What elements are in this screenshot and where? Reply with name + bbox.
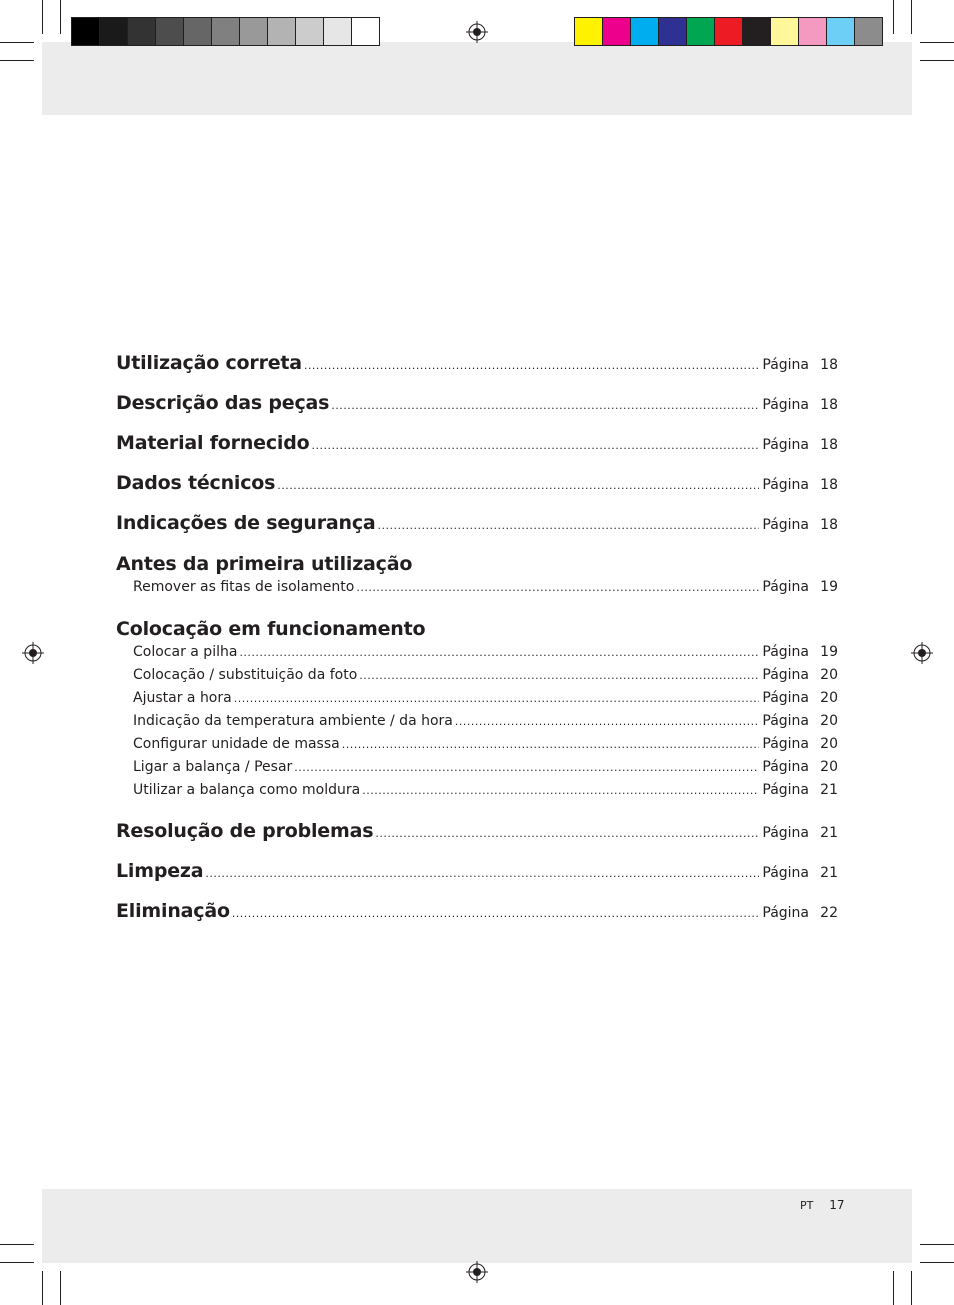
dot-leader [304,359,759,372]
header-band [42,42,912,115]
toc-subentry-title: Remover as fitas de isolamento [133,579,355,595]
toc-page-ref: Página 21 [762,825,838,841]
dot-leader [455,711,760,733]
color-swatch [323,17,351,46]
dot-leader [375,827,759,840]
dot-leader [378,519,760,532]
footer-band [42,1189,912,1263]
toc-page-ref: Página 21 [762,865,838,881]
crop-mark [893,0,894,34]
page-number: 17 [829,1198,845,1212]
registration-mark-icon [22,642,44,664]
dot-leader [294,757,759,779]
registration-mark-icon [466,1261,488,1283]
toc-entry-title: Descrição das peças [116,392,330,414]
toc-entry[interactable] [116,900,838,922]
toc-entry[interactable] [116,472,838,494]
toc-subentry-title: Colocação / substituição da foto [133,667,358,683]
language-code: PT [800,1199,814,1212]
crop-mark [920,1262,954,1263]
toc-section [116,617,838,802]
crop-mark [60,1271,61,1305]
color-swatch [630,17,658,46]
toc-entry-title: Dados técnicos [116,472,276,494]
color-swatch [99,17,127,46]
toc-page-ref: Página 18 [762,357,838,373]
toc-subentry[interactable] [116,756,838,779]
toc-subentry-title: Ajustar a hora [133,690,232,706]
toc-page-ref: Página 20 [762,713,838,729]
color-swatch [574,17,602,46]
color-swatch [798,17,826,46]
toc-subentry-title: Ligar a balança / Pesar [133,759,293,775]
crop-mark [920,42,954,43]
dot-leader [362,780,759,802]
crop-mark [42,1271,43,1305]
toc-page-ref: Página 19 [762,644,838,660]
toc-subentry[interactable] [116,687,838,710]
color-swatch [826,17,854,46]
toc-subentry[interactable] [116,733,838,756]
color-swatch [295,17,323,46]
toc-page-ref: Página 20 [762,736,838,752]
toc-page-ref: Página 18 [762,477,838,493]
dot-leader [342,734,760,756]
crop-mark [0,1244,34,1245]
registration-mark-icon [911,642,933,664]
toc-entry-title: Material fornecido [116,432,310,454]
crop-mark [911,0,912,34]
registration-mark-icon [466,21,488,43]
toc-page-ref: Página 18 [762,397,838,413]
table-of-contents [116,352,838,940]
dot-leader [359,665,759,687]
toc-page-ref: Página 20 [762,690,838,706]
crop-mark [920,60,954,61]
crop-mark [911,1271,912,1305]
dot-leader [356,577,759,599]
color-swatch [714,17,742,46]
toc-subentry-title: Utilizar a balança como moldura [133,782,361,798]
toc-entry-title: Limpeza [116,860,204,882]
dot-leader [311,439,759,452]
color-swatch [742,17,770,46]
color-swatch [267,17,295,46]
toc-entry[interactable] [116,820,838,842]
crop-mark [60,0,61,34]
toc-page-ref: Página 18 [762,437,838,453]
toc-subentry[interactable] [116,710,838,733]
toc-entry-title: Indicações de segurança [116,512,376,534]
toc-page-ref: Página 20 [762,667,838,683]
color-swatch [239,17,267,46]
process-color-bar [574,17,883,46]
color-swatch [770,17,798,46]
page-footer [800,1198,844,1212]
toc-section-heading[interactable]: Colocação em funcionamento [116,618,426,640]
toc-entry-title: Resolução de problemas [116,820,374,842]
toc-page-ref: Página 20 [762,759,838,775]
toc-subentry-title: Colocar a pilha [133,644,238,660]
toc-subentry[interactable] [116,779,838,802]
dot-leader [331,399,759,412]
toc-entry-title: Utilização correta [116,352,302,374]
toc-section [116,552,838,599]
toc-subentry-title: Configurar unidade de massa [133,736,340,752]
toc-page-ref: Página 19 [762,579,838,595]
color-swatch [351,17,380,46]
dot-leader [234,688,760,710]
toc-page-ref: Página 18 [762,517,838,533]
color-swatch [211,17,239,46]
toc-subentry-title: Indicação da temperatura ambiente / da hora [133,713,453,729]
color-swatch [127,17,155,46]
toc-subentry[interactable] [116,664,838,687]
toc-subentry[interactable] [116,641,838,664]
toc-page-ref: Página 22 [762,905,838,921]
crop-mark [0,42,34,43]
crop-mark [920,1244,954,1245]
color-swatch [71,17,99,46]
crop-mark [42,0,43,34]
toc-entry-title: Eliminação [116,900,230,922]
toc-page-ref: Página 21 [762,782,838,798]
color-swatch [686,17,714,46]
toc-entry[interactable] [116,860,838,882]
toc-entry[interactable] [116,512,838,534]
toc-section-heading[interactable]: Antes da primeira utilização [116,553,413,575]
toc-subentry[interactable] [116,576,838,599]
crop-mark [893,1271,894,1305]
color-swatch [155,17,183,46]
color-swatch [602,17,630,46]
dot-leader [277,479,759,492]
color-swatch [854,17,883,46]
dot-leader [232,907,760,920]
toc-entry[interactable] [116,352,838,374]
color-swatch [183,17,211,46]
color-swatch [658,17,686,46]
dot-leader [239,642,759,664]
crop-mark [0,60,34,61]
toc-entry[interactable] [116,392,838,414]
dot-leader [205,867,759,880]
crop-mark [0,1262,34,1263]
toc-entry[interactable] [116,432,838,454]
grayscale-color-bar [71,17,380,46]
